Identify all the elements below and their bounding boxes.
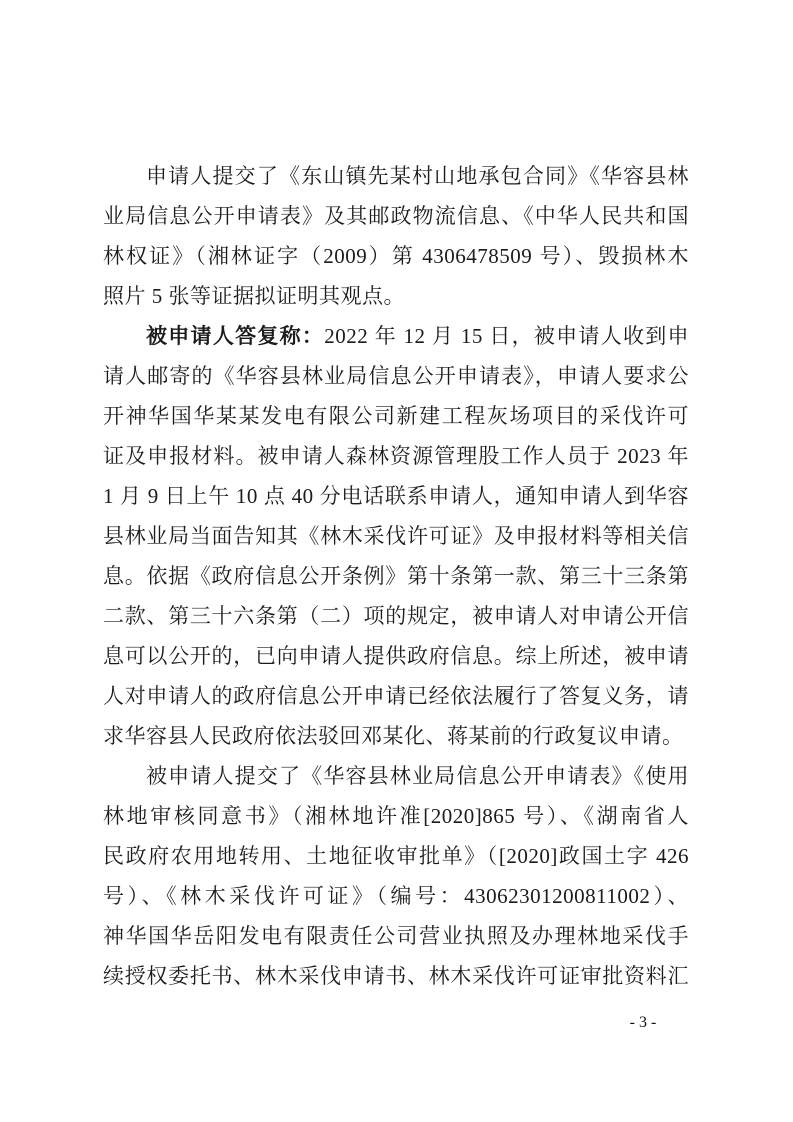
document-body <box>103 156 689 996</box>
paragraph <box>103 756 689 996</box>
text-line: 民政府农用地转用、土地征收审批单》（[2020]政国土字 426 <box>103 844 689 868</box>
text-line: 被申请人提交了《华容县林业局信息公开申请表》《使用 <box>146 764 689 788</box>
text-line: 息。依据《政府信息公开条例》第十条第一款、第三十三条第 <box>103 564 689 588</box>
bold-lead-in: 被申请人答复称： <box>146 324 325 348</box>
text-line: 号）、《林木采伐许可证》（编号：43062301200811002）、 <box>103 884 689 908</box>
text-line: 证及申报材料。被申请人森林资源管理股工作人员于 2023 年 <box>103 444 689 468</box>
text-line: 林权证》（湘林证字（2009）第 4306478509 号）、毁损林木 <box>103 244 689 268</box>
text-line <box>103 316 689 356</box>
text-line: 请人邮寄的《华容县林业局信息公开申请表》，申请人要求公 <box>103 364 689 388</box>
paragraph <box>103 156 689 316</box>
text-line: 人对申请人的政府信息公开申请已经依法履行了答复义务，请 <box>103 684 689 708</box>
text-line: 续授权委托书、林木采伐申请书、林木采伐许可证审批资料汇 <box>103 964 689 988</box>
text-line: 二款、第三十六条第（二）项的规定，被申请人对申请公开信 <box>103 604 689 628</box>
paragraph <box>103 316 689 756</box>
text-line: 照片 5 张等证据拟证明其观点。 <box>103 284 405 308</box>
text-line: 林地审核同意书》（湘林地许准[2020]865 号）、《湖南省人 <box>103 804 689 828</box>
text-line: 开神华国华某某发电有限公司新建工程灰场项目的采伐许可 <box>103 404 689 428</box>
line-text: 2022 年 12 月 15 日，被申请人收到申 <box>324 324 689 348</box>
text-line: 业局信息公开申请表》及其邮政物流信息、《中华人民共和国 <box>103 204 689 228</box>
text-line: 申请人提交了《东山镇先某村山地承包合同》《华容县林 <box>146 164 689 188</box>
text-line: 神华国华岳阳发电有限责任公司营业执照及办理林地采伐手 <box>103 924 689 948</box>
text-line: 县林业局当面告知其《林木采伐许可证》及申报材料等相关信 <box>103 524 689 548</box>
text-line: 息可以公开的，已向申请人提供政府信息。综上所述，被申请 <box>103 644 689 668</box>
text-line: 求华容县人民政府依法驳回邓某化、蒋某前的行政复议申请。 <box>103 724 684 748</box>
page-number: - 3 - <box>629 1014 657 1031</box>
text-line: 1 月 9 日上午 10 点 40 分电话联系申请人，通知申请人到华容 <box>103 484 689 508</box>
